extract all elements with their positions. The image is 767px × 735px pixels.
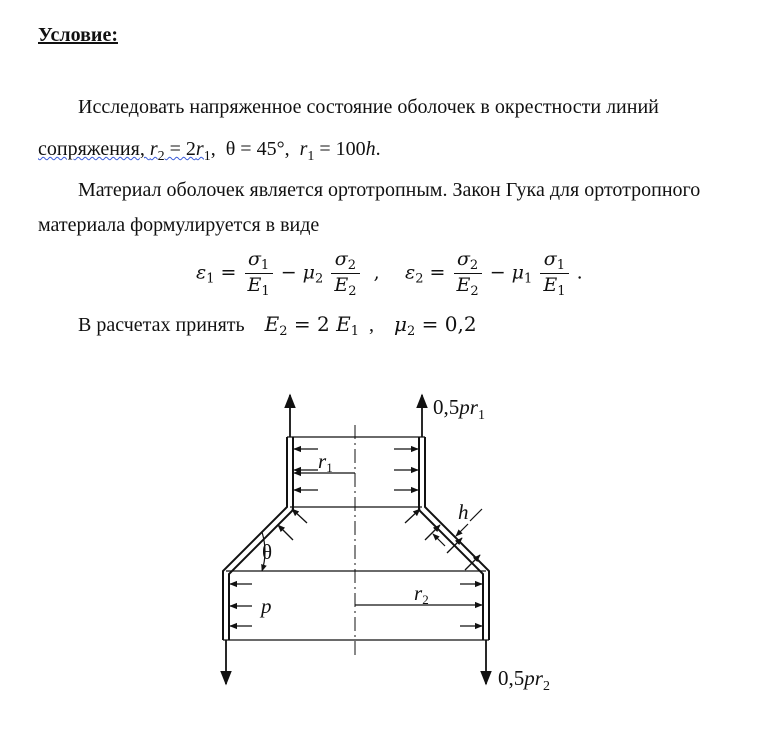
bottom-force-label: $0,5pr_2$: [498, 666, 550, 694]
condition-r1: $r_1 = 100h$: [299, 138, 376, 164]
calc-assumptions: В расчетах принять $E_2 = 2$ $E_1$ , $\mu_2 = 0,2$: [78, 312, 477, 339]
eps1-equation: $\varepsilon_1$ = $\frac{\sigma_1}{E_1}$ − $\mu_2$ $\frac{\sigma_2}{E_2}$ ,: [196, 248, 380, 299]
theta-label: θ: [262, 540, 273, 564]
pressure-arrows-upper: [294, 449, 418, 490]
task-line-1: Исследовать напряженное состояние оболочек в окрестности линий: [78, 96, 659, 118]
material-line-1: Материал оболочек является ортотропным. Закон Гука для ортотропного: [78, 179, 701, 201]
eps2-equation: $\varepsilon_2$ = $\frac{\sigma_2}{E_2}$ − $\mu_1$ $\frac{\sigma_1}{E_1}$ .: [405, 248, 583, 299]
p-label: p: [261, 594, 272, 618]
material-line-2: материала формулируется в виде: [38, 214, 320, 236]
condition-theta: θ = 45°: [225, 138, 285, 160]
task-line-2: сопряжения, $r_2 = 2r_1$, θ = 45°, $r_1 = 100h$.: [38, 138, 381, 164]
h-label: h: [458, 500, 469, 524]
r2-label: r2: [414, 581, 429, 607]
top-force-label: $0,5pr_1$: [433, 395, 485, 423]
task-conjunction-word: сопряжения, $r_2 = 2r_1$: [38, 138, 211, 164]
section-heading: Условие:: [38, 24, 118, 46]
r1-label: r1: [318, 449, 333, 475]
